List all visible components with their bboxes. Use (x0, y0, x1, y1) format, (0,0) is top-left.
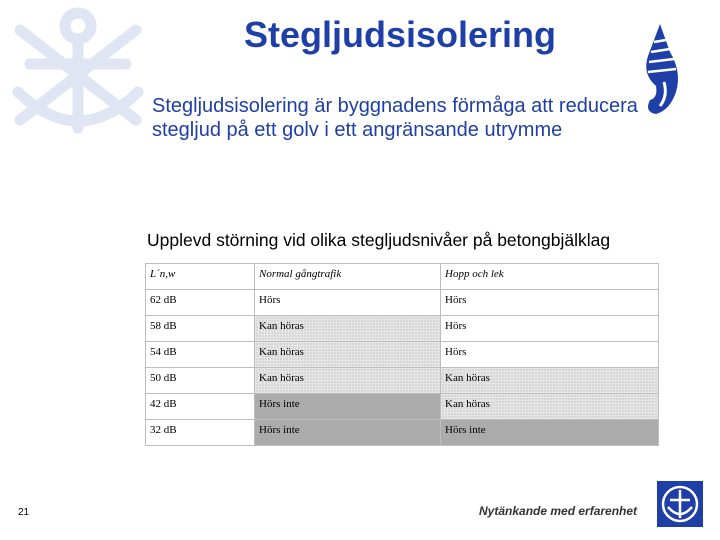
intro-text: Stegljudsisolering är byggnadens förmåga att reducera stegljud på ett golv i ett angränsande utrymme (152, 95, 638, 141)
table-cell: Hörs inte (255, 394, 441, 420)
table-cell: Hörs inte (255, 420, 441, 446)
table-cell: Kan höras (441, 394, 659, 420)
table-row (146, 342, 659, 368)
table-row (146, 316, 659, 342)
table-cell: 50 dB (146, 368, 255, 394)
af-logo-icon (657, 481, 703, 527)
table-row (146, 290, 659, 316)
table-cell: 62 dB (146, 290, 255, 316)
page-number: 21 (18, 507, 30, 518)
table-cell: Hörs (255, 290, 441, 316)
table-cell: 42 dB (146, 394, 255, 420)
table-cell: Hörs (441, 342, 659, 368)
footer-tagline: Nytänkande med erfarenhet (479, 504, 638, 518)
table-cell: Kan höras (255, 368, 441, 394)
table-cell: Kan höras (255, 316, 441, 342)
impact-noise-table (145, 263, 659, 446)
table-cell: Hörs (441, 316, 659, 342)
table-row (146, 368, 659, 394)
header-cell-play: Hopp och lek (441, 264, 659, 290)
table-cell: Hörs (441, 290, 659, 316)
header-cell-normal: Normal gångtrafik (255, 264, 441, 290)
table-cell: 32 dB (146, 420, 255, 446)
page-title: Stegljudsisolering (243, 14, 557, 55)
table-row (146, 420, 659, 446)
anchor-watermark-icon (0, 0, 160, 140)
table-cell: 54 dB (146, 342, 255, 368)
table-cell: Kan höras (441, 368, 659, 394)
table-cell: 58 dB (146, 316, 255, 342)
table-cell: Hörs inte (441, 420, 659, 446)
table-cell: Kan höras (255, 342, 441, 368)
header-cell-level: L´n,w (146, 264, 255, 290)
table-row (146, 394, 659, 420)
table-header-row (146, 264, 659, 290)
table-caption: Upplevd störning vid olika stegljudsnivåer på betongbjälklag (147, 230, 611, 250)
